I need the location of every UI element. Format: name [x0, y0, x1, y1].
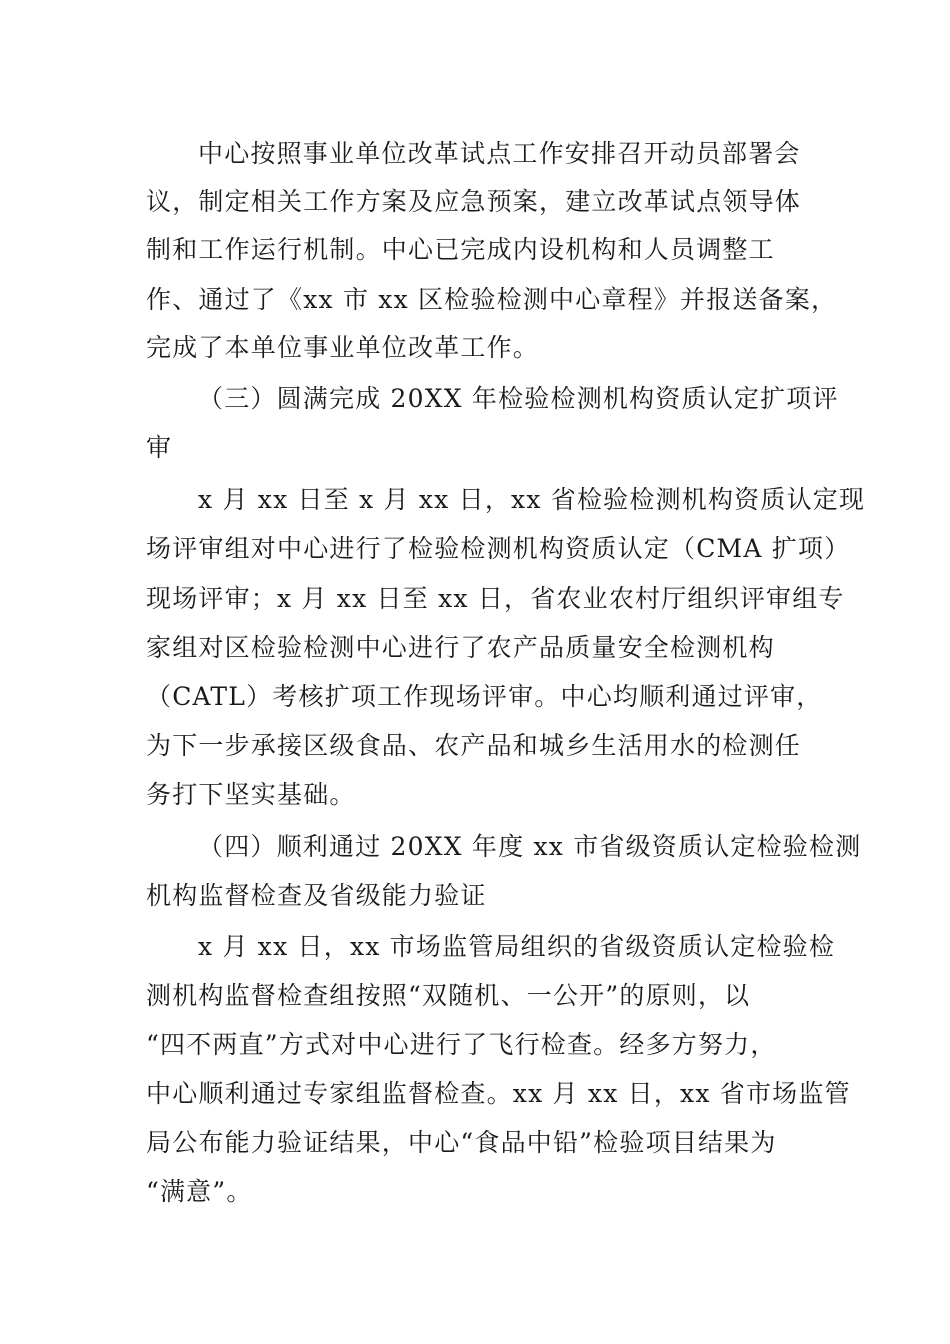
paragraph-2-line-4: 家组对区检验检测中心进行了农产品质量安全检测机构 [146, 633, 775, 662]
section-heading-4-line-2: 机构监督检查及省级能力验证 [146, 881, 487, 910]
paragraph-3-line-2: 测机构监督检查组按照“双随机、一公开”的原则，以 [146, 981, 751, 1010]
paragraph-1-line-3: 制和工作运行机制。中心已完成内设机构和人员调整工 [146, 235, 775, 264]
paragraph-1-line-5: 完成了本单位事业单位改革工作。 [146, 333, 540, 362]
paragraph-2-line-3: 现场评审；x 月 xx 日至 xx 日，省农业农村厅组织评审组专 [146, 584, 845, 613]
paragraph-2-line-5: （CATL）考核扩项工作现场评审。中心均顺利通过评审， [146, 682, 823, 711]
paragraph-2-line-7: 务打下坚实基础。 [146, 780, 356, 809]
paragraph-3-line-5: 局公布能力验证结果，中心“食品中铅”检验项目结果为 [146, 1128, 777, 1157]
section-heading-3-line-1: （三）圆满完成 20XX 年检验检测机构资质认定扩项评 [198, 384, 839, 413]
paragraph-1-line-4: 作、通过了《xx 市 xx 区检验检测中心章程》并报送备案， [146, 285, 838, 314]
paragraph-1-line-2: 议，制定相关工作方案及应急预案，建立改革试点领导体 [146, 187, 802, 216]
paragraph-3-line-6: “满意”。 [146, 1177, 253, 1206]
paragraph-2-line-2: 场评审组对中心进行了检验检测机构资质认定（CMA 扩项） [146, 534, 851, 563]
section-heading-3-line-2: 审 [146, 433, 173, 462]
section-heading-4-line-1: （四）顺利通过 20XX 年度 xx 市省级资质认定检验检测 [198, 832, 862, 861]
paragraph-2-line-6: 为下一步承接区级食品、农产品和城乡生活用水的检测任 [146, 731, 802, 760]
paragraph-3-line-1: x 月 xx 日，xx 市场监管局组织的省级资质认定检验检 [198, 932, 836, 961]
paragraph-3-line-3: “四不两直”方式对中心进行了飞行检查。经多方努力， [146, 1030, 777, 1059]
paragraph-2-line-1: x 月 xx 日至 x 月 xx 日，xx 省检验检测机构资质认定现 [198, 485, 866, 514]
paragraph-3-line-4: 中心顺利通过专家组监督检查。xx 月 xx 日，xx 省市场监管 [146, 1079, 851, 1108]
paragraph-1-line-1: 中心按照事业单位改革试点工作安排召开动员部署会 [198, 139, 801, 168]
